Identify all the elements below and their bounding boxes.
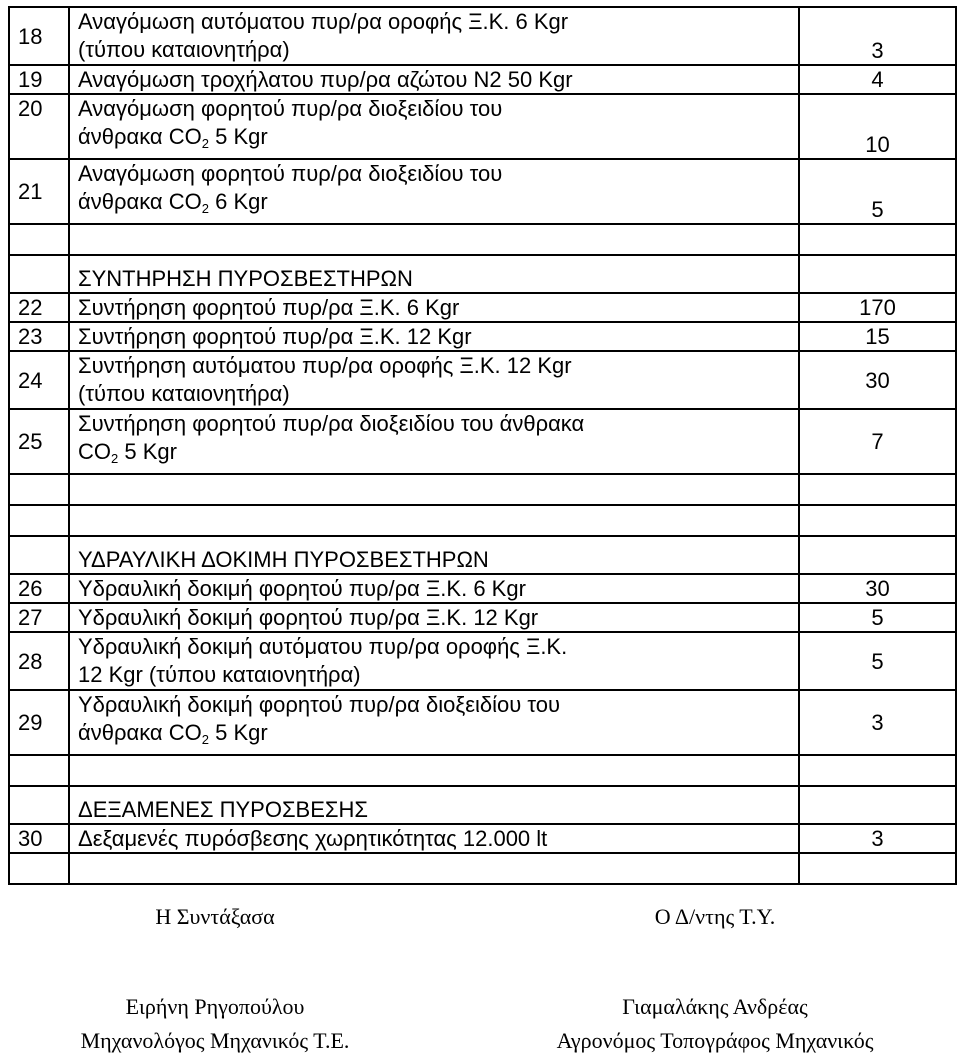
row-description: Υδραυλική δοκιμή φορητού πυρ/ρα Ξ.Κ. 12 Kgr (69, 603, 799, 632)
items-table (8, 6, 957, 885)
row-description (69, 159, 799, 224)
row-quantity: 30 (799, 574, 956, 603)
row-description (69, 409, 799, 474)
spacer-row (9, 505, 956, 536)
row-description: Υδραυλική δοκιμή φορητού πυρ/ρα Ξ.Κ. 6 Kgr (69, 574, 799, 603)
row-quantity: 15 (799, 322, 956, 351)
spacer-row (9, 224, 956, 255)
row-quantity: 5 (799, 159, 956, 224)
table-row (9, 322, 956, 351)
signature-right-title: Ο Δ/ντης Τ.Υ. (654, 904, 776, 929)
row-description (69, 690, 799, 755)
description-line: Αναγόμωση αυτόματου πυρ/ρα οροφής Ξ.Κ. 6 Kgr (78, 9, 569, 34)
table-row (9, 603, 956, 632)
table-row (9, 351, 956, 409)
row-quantity: 5 (799, 632, 956, 690)
row-description: Συντήρηση φορητού πυρ/ρα Ξ.Κ. 6 Kgr (69, 293, 799, 322)
spacer-row (9, 755, 956, 786)
signature-right-block (500, 990, 930, 1058)
table-row (9, 409, 956, 474)
section-heading-row (9, 536, 956, 574)
signature-left-block (50, 990, 380, 1058)
subscript: 2 (201, 201, 209, 216)
table-row (9, 632, 956, 690)
row-number: 18 (9, 7, 69, 65)
subscript: 2 (111, 451, 119, 466)
section-heading-row (9, 255, 956, 293)
table-row (9, 824, 956, 853)
row-quantity: 170 (799, 293, 956, 322)
row-number: 28 (9, 632, 69, 690)
row-number: 21 (9, 159, 69, 224)
signature-left-title: Η Συντάξασα (155, 904, 275, 929)
table-row (9, 690, 956, 755)
description-line: 5 Kgr (118, 439, 177, 464)
row-description: Αναγόμωση τροχήλατου πυρ/ρα αζώτου N2 50 Kgr (69, 65, 799, 94)
row-number: 27 (9, 603, 69, 632)
row-quantity: 3 (799, 824, 956, 853)
section-heading: ΣΥΝΤΗΡΗΣΗ ΠΥΡΟΣΒΕΣΤΗΡΩΝ (69, 255, 799, 293)
row-description: Συντήρηση φορητού πυρ/ρα Ξ.Κ. 12 Kgr (69, 322, 799, 351)
row-quantity: 10 (799, 94, 956, 159)
table-row (9, 159, 956, 224)
row-description (69, 7, 799, 65)
row-number: 20 (9, 94, 69, 159)
subscript: 2 (201, 136, 209, 151)
description-line: 5 Kgr (208, 720, 268, 745)
signature-right-role: Αγρονόμος Τοπογράφος Μηχανικός (556, 1028, 874, 1053)
description-line: (τύπου καταιονητήρα) (78, 381, 290, 406)
row-quantity: 30 (799, 351, 956, 409)
row-number: 24 (9, 351, 69, 409)
signature-right-name: Γιαμαλάκης Ανδρέας (622, 994, 808, 1019)
description-line: Υδραυλική δοκιμή αυτόματου πυρ/ρα οροφής Ξ.Κ. (78, 634, 568, 659)
row-number: 25 (9, 409, 69, 474)
row-number: 26 (9, 574, 69, 603)
row-quantity: 4 (799, 65, 956, 94)
description-line: Υδραυλική δοκιμή φορητού πυρ/ρα διοξειδίου του (78, 692, 561, 717)
row-quantity: 3 (799, 690, 956, 755)
table-row (9, 65, 956, 94)
table-row (9, 94, 956, 159)
description-line: Αναγόμωση φορητού πυρ/ρα διοξειδίου του (78, 161, 503, 186)
row-number: 30 (9, 824, 69, 853)
row-quantity: 5 (799, 603, 956, 632)
row-number: 19 (9, 65, 69, 94)
row-quantity: 7 (799, 409, 956, 474)
description-line: CO (78, 439, 111, 464)
description-line: Συντήρηση αυτόματου πυρ/ρα οροφής Ξ.Κ. 12 Kgr (78, 353, 572, 378)
row-description: Δεξαμενές πυρόσβεσης χωρητικότητας 12.000 lt (69, 824, 799, 853)
description-line: άνθρακα CO (78, 720, 202, 745)
section-heading-row (9, 786, 956, 824)
description-line: (τύπου καταιονητήρα) (78, 37, 290, 62)
description-line: Συντήρηση φορητού πυρ/ρα διοξειδίου του άνθρακα (78, 411, 585, 436)
description-line: Αναγόμωση φορητού πυρ/ρα διοξειδίου του (78, 96, 503, 121)
row-description (69, 632, 799, 690)
section-heading: ΥΔΡΑΥΛΙΚΗ ΔΟΚΙΜΗ ΠΥΡΟΣΒΕΣΤΗΡΩΝ (69, 536, 799, 574)
spacer-row (9, 853, 956, 884)
section-heading: ΔΕΞΑΜΕΝΕΣ ΠΥΡΟΣΒΕΣΗΣ (69, 786, 799, 824)
row-quantity: 3 (799, 7, 956, 65)
table-row (9, 7, 956, 65)
row-number: 29 (9, 690, 69, 755)
description-line: 5 Kgr (208, 124, 268, 149)
row-number: 22 (9, 293, 69, 322)
description-line: άνθρακα CO (78, 189, 202, 214)
row-description (69, 351, 799, 409)
row-description (69, 94, 799, 159)
signature-left-name: Ειρήνη Ρηγοπούλου (125, 994, 305, 1019)
subscript: 2 (201, 732, 209, 747)
description-line: 6 Kgr (208, 189, 268, 214)
signature-left-role: Μηχανολόγος Μηχανικός Τ.Ε. (80, 1028, 350, 1053)
description-line: 12 Kgr (τύπου καταιονητήρα) (78, 662, 361, 687)
table-row (9, 293, 956, 322)
description-line: άνθρακα CO (78, 124, 202, 149)
spacer-row (9, 474, 956, 505)
table-row (9, 574, 956, 603)
row-number: 23 (9, 322, 69, 351)
